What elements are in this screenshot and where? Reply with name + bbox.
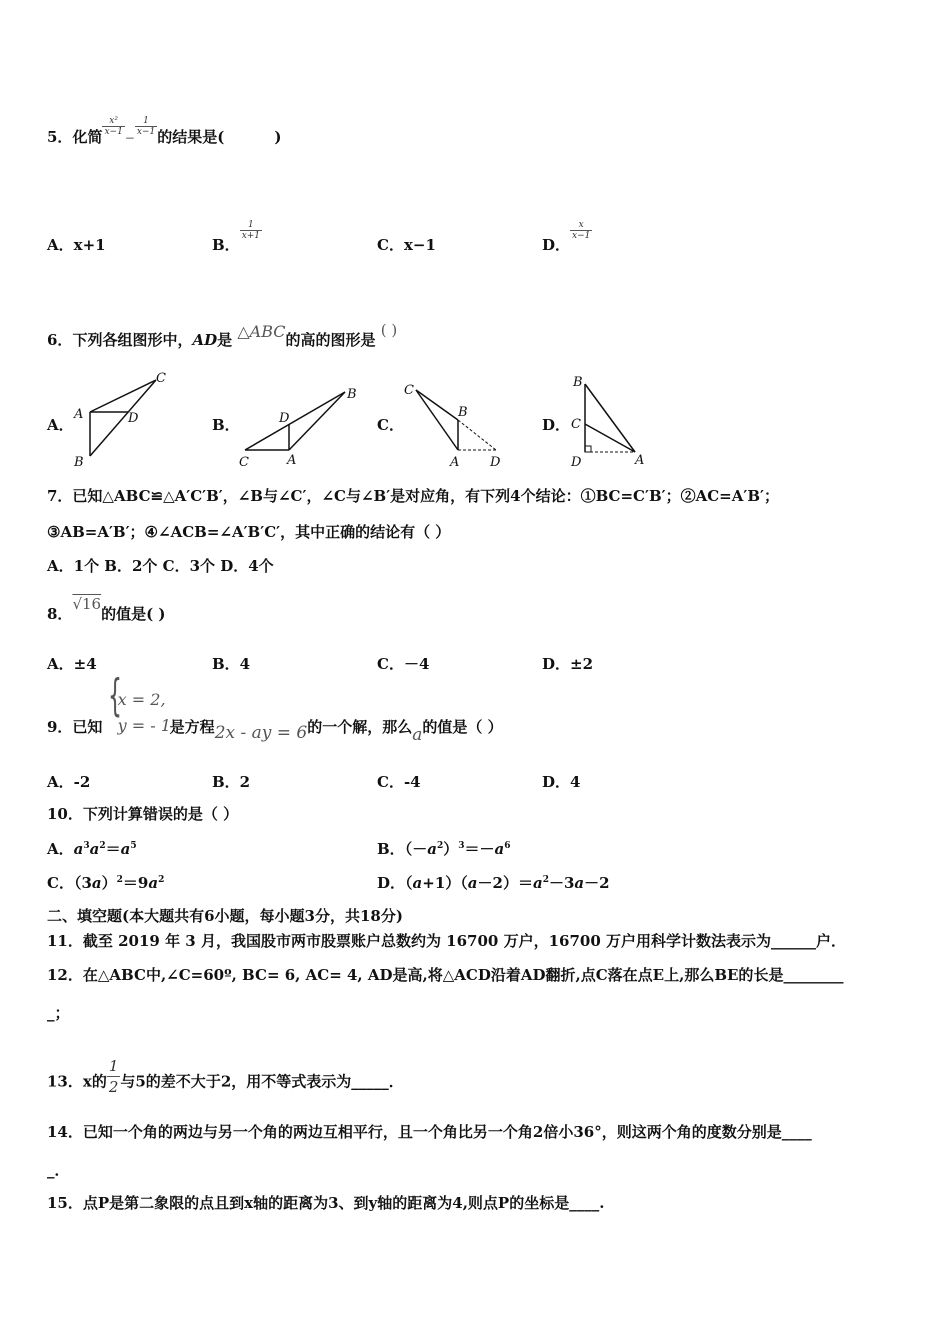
question-8: 8．√16的值是( ) <box>47 595 166 623</box>
question-14-line-2: _． <box>47 1161 70 1179</box>
vertex-label: A <box>635 453 645 468</box>
question-text: 化简 <box>72 128 103 146</box>
option-c: C．x−1 <box>377 236 436 254</box>
vertex-label: C <box>156 371 166 386</box>
question-7-line-1: 7．已知△ABC≌△A′C′B′，∠B与∠C′，∠C与∠B′是对应角，有下列4个结论：①BC=C′B′；②AC=A′B′； <box>47 487 779 505</box>
question-7-line-2: ③AB=A′B′；④∠ACB=∠A′B′C′，其中正确的结论有（ ） <box>47 523 451 541</box>
option-b: B． $\frac{1}{x+1}$ <box>212 219 261 254</box>
option-a: A．$a^3a^2=a^5$ <box>47 840 137 858</box>
question-12-line-1: 12．在△ABC中,∠C=60º, BC= 6, AC= 4, AD是高,将△ACD沿着AD翻折,点C落在点E上,那么BE的长是________ <box>47 966 844 984</box>
question-5: 5．化简 $\frac{\text{x²}}{x-1}$ − $\frac{1}{x-1}$ 的结果是( ) <box>47 115 282 146</box>
option-c: C．－4 <box>377 655 430 673</box>
option-a: A．±4 <box>47 655 97 673</box>
question-9: 9．已知 { x = 2, y = - 1 是方程2x - ay = 6的一个解，那么a的值是（ ） <box>47 670 503 745</box>
vertex-label: A <box>287 453 297 468</box>
vertex-label: B <box>347 387 357 402</box>
option-b: B．2 <box>212 773 251 791</box>
option-a: A． <box>47 416 74 434</box>
question-13: 13．x的 $\frac{1}{2}$ 与5的差不大于2，用不等式表示为_____． <box>47 1057 404 1096</box>
figure-a <box>70 368 180 472</box>
option-d: D．±2 <box>542 655 594 673</box>
question-text: 的结果是( <box>157 128 225 146</box>
question-12-line-2: _； <box>47 1004 70 1022</box>
vertex-label: D <box>279 411 290 426</box>
option-b: B． <box>212 416 240 434</box>
section-heading: 二、填空题(本大题共有6小题，每小题3分，共18分) <box>47 907 403 925</box>
vertex-label: A <box>450 455 460 470</box>
question-10: 10．下列计算错误的是（ ） <box>47 805 239 823</box>
figure-c <box>400 378 510 472</box>
question-7-options: A．1个 B．2个 C．3个 D．4个 <box>47 557 274 575</box>
question-number: 5． <box>47 128 73 146</box>
vertex-label: C <box>571 417 581 432</box>
fraction: $\frac{\text{x²}}{x-1}$ <box>104 115 123 137</box>
figure-b <box>235 380 365 472</box>
vertex-label: C <box>239 455 249 470</box>
option-d: D． $\frac{x}{x-1}$ <box>542 219 591 254</box>
figure-d <box>565 372 655 472</box>
option-c: C． <box>377 416 404 434</box>
equation-system: { x = 2, y = - 1 <box>107 670 171 735</box>
vertex-label: D <box>490 455 501 470</box>
option-d: D． <box>542 416 571 434</box>
option-d: D．$(a+1)(a-2)=a^2-3a-2$ <box>377 874 610 892</box>
vertex-label: B <box>74 455 84 470</box>
fraction: $\frac{1}{x-1}$ <box>136 115 156 137</box>
question-6: 6．下列各组图形中，AD是 △ABC的高的图形是 ( ) <box>47 321 398 349</box>
option-a: A．-2 <box>47 773 91 791</box>
option-c: C．-4 <box>377 773 421 791</box>
option-d: D．4 <box>542 773 581 791</box>
vertex-label: C <box>404 383 414 398</box>
vertex-label: B <box>458 405 468 420</box>
vertex-label: D <box>571 455 582 470</box>
question-11: 11．截至 2019 年 3 月，我国股市两市股票账户总数约为 16700 万户，16700 万户用科学计数法表示为______户． <box>47 932 846 950</box>
vertex-label: D <box>128 411 139 426</box>
question-15: 15．点P是第二象限的点且到x轴的距离为3、到y轴的距离为4,则点P的坐标是____. <box>47 1194 605 1212</box>
vertex-label: A <box>74 407 84 422</box>
option-c: C．$(3a)^2=9a^2$ <box>47 874 165 892</box>
vertex-label: B <box>573 375 583 390</box>
option-b: B．4 <box>212 655 251 673</box>
option-a: A．x+1 <box>47 236 106 254</box>
question-14-line-1: 14．已知一个角的两边与另一个角的两边互相平行，且一个角比另一个角2倍小36°，则这两个角的度数分别是____ <box>47 1123 812 1141</box>
option-b: B．$(-a^2)^3=-a^6$ <box>377 840 511 858</box>
